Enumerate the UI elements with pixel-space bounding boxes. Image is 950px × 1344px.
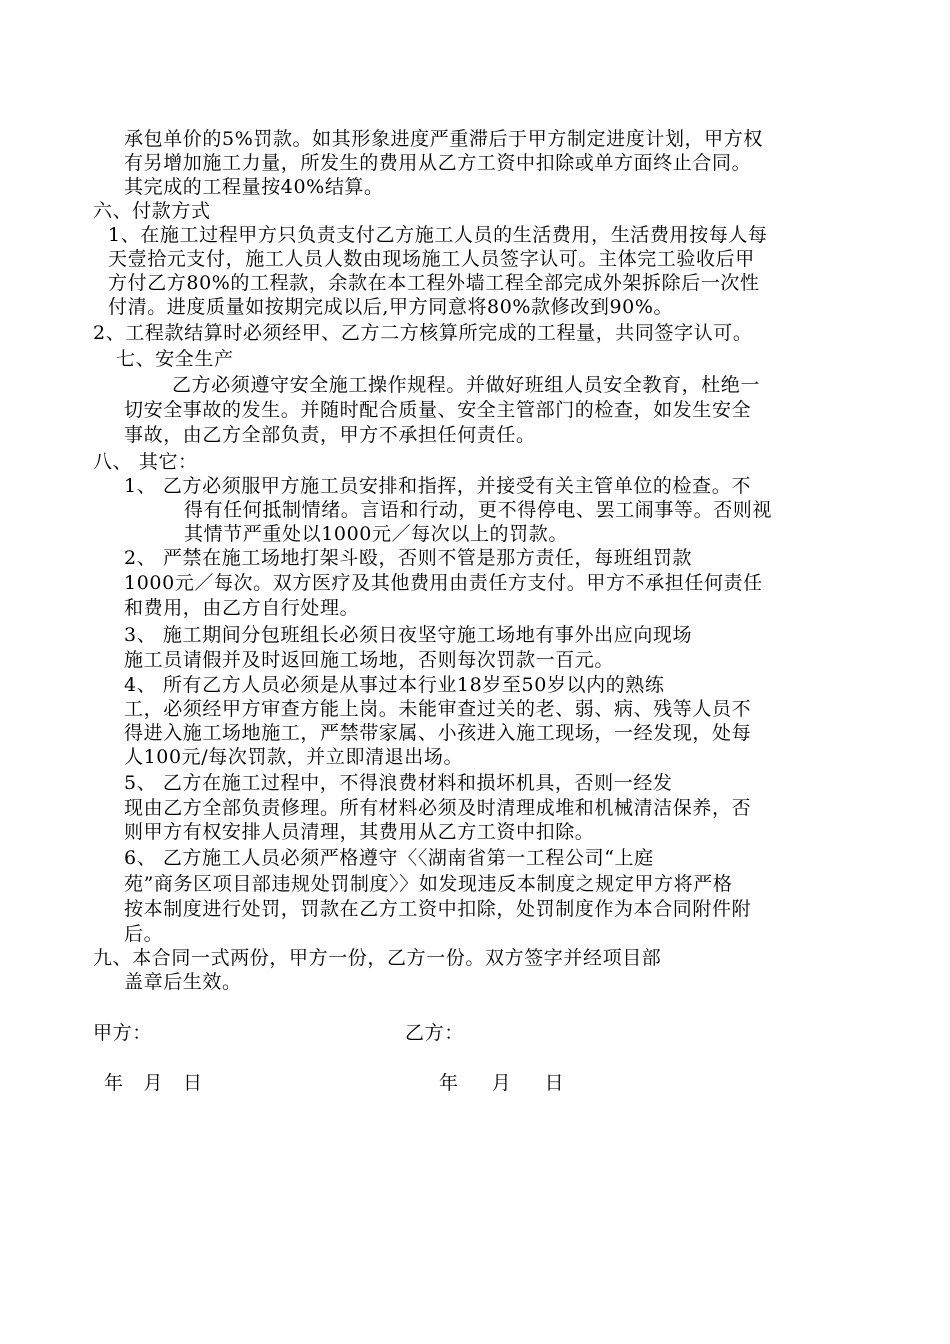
text-line: 承包单价的5%罚款。如其形象进度严重滞后于甲方制定进度计划，甲方权 [124, 128, 763, 150]
party-a-label: 甲方： [93, 1022, 152, 1044]
text-line: 2、 严禁在施工场地打架斗殴，否则不管是那方责任，每班组罚款 [124, 547, 693, 569]
text-line: 和费用，由乙方自行处理。 [124, 597, 360, 619]
text-line: 乙方必须遵守安全施工操作规程。并做好班组人员安全教育，杜绝一 [172, 374, 761, 396]
text-line: 按本制度进行处罚，罚款在乙方工资中扣除，处罚制度作为本合同附件附 [124, 898, 752, 920]
text-line: 4、 所有乙方人员必须是从事过本行业18岁至50岁以内的熟练 [124, 674, 665, 696]
section-heading: 八、 其它： [93, 451, 198, 473]
text-line: 后。 [124, 923, 164, 945]
section-heading: 九、本合同一式两份，甲方一份，乙方一份。双方签字并经项目部 [93, 947, 662, 969]
text-line: 切安全事故的发生。并随时配合质量、安全主管部门的检查，如发生安全 [124, 399, 752, 421]
text-line: 得进入施工场地施工，严禁带家属、小孩进入施工现场，一经发现，处每 [124, 722, 752, 744]
text-line: 1000元／每次。双方医疗及其他费用由责任方支付。甲方不承担任何责任 [124, 572, 763, 594]
text-line: 苑”商务区项目部违规处罚制度〉〉如发现违反本制度之规定甲方将严格 [124, 873, 733, 895]
text-line: 盖章后生效。 [124, 971, 242, 993]
text-line: 得有任何抵制情绪。言语和行动，更不得停电、罢工闹事等。否则视 [184, 499, 773, 521]
text-line: 则甲方有权安排人员清理，其费用从乙方工资中扣除。 [124, 821, 595, 843]
text-line: 施工员请假并及时返回施工场地，否则每次罚款一百元。 [124, 649, 615, 671]
text-line: 1、 乙方必须服甲方施工员安排和指挥，并接受有关主管单位的检查。不 [124, 475, 751, 497]
text-line: 天壹拾元支付，施工人员人数由现场施工人员签字认可。主体完工验收后甲 [108, 248, 755, 270]
text-line: 有另增加施工力量，所发生的费用从乙方工资中扣除或单方面终止合同。 [124, 152, 752, 174]
text-line: 方付乙方80%的工程款，余款在本工程外墙工程全部完成外架拆除后一次性 [108, 272, 760, 294]
text-line: 其完成的工程量按40%结算。 [124, 176, 384, 198]
text-line: 现由乙方全部负责修理。所有材料必须及时清理成堆和机械清洁保养，否 [124, 797, 752, 819]
text-line: 2、工程款结算时必须经甲、乙方二方核算所完成的工程量，共同签字认可。 [93, 322, 753, 344]
party-b-label: 乙方： [405, 1022, 464, 1044]
party-b-date: 年 月 日 [439, 1072, 565, 1094]
text-line: 其情节严重处以1000元／每次以上的罚款。 [184, 523, 568, 545]
text-line: 付清。进度质量如按期完成以后,甲方同意将80%款修改到90%。 [108, 296, 674, 318]
text-line: 工，必须经甲方审查方能上岗。未能审查过关的老、弱、病、残等人员不 [124, 698, 752, 720]
text-line: 1、在施工过程甲方只负责支付乙方施工人员的生活费用，生活费用按每人每 [108, 224, 768, 246]
text-line: 5、 乙方在施工过程中，不得浪费材料和损坏机具，否则一经发 [124, 772, 673, 794]
section-heading: 六、付款方式 [93, 200, 211, 222]
text-line: 事故，由乙方全部负责，甲方不承担任何责任。 [124, 424, 536, 446]
text-line: 人100元/每次罚款，并立即清退出场。 [124, 746, 464, 768]
section-heading: 七、安全生产 [116, 348, 234, 370]
party-a-date: 年 月 日 [104, 1072, 203, 1094]
text-line: 3、 施工期间分包班组长必须日夜坚守施工场地有事外出应向现场 [124, 624, 693, 646]
text-line: 6、 乙方施工人员必须严格遵守〈〈湖南省第一工程公司“上庭 [124, 847, 654, 869]
